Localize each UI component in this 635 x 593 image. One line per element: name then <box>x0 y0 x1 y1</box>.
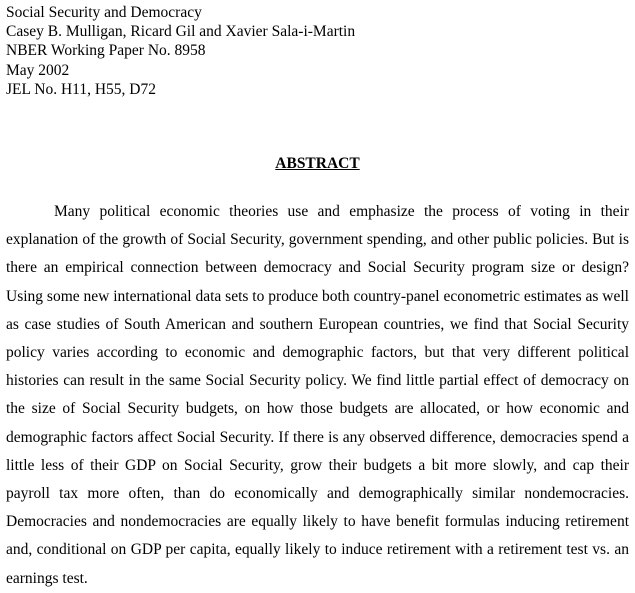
paper-jel-codes: JEL No. H11, H55, D72 <box>6 80 156 98</box>
paper-authors: Casey B. Mulligan, Ricard Gil and Xavier Sala-i-Martin <box>6 23 356 41</box>
abstract-body: Many political economic theories use and emphasize the process of voting in their explanation of the growth of Social Security, government spending, and other public policies. But is there an empirical connection between democracy and Social Security program size or design? Using some new international data sets to produce both country-panel econometric estimates as well as case studies of South American and southern European countries, we find that Social Security policy varies according to economic and demographic factors, but that very different political histories can result in the same Social Security policy. We find little partial effect of democracy on the size of Social Security budgets, on how those budgets are allocated, or how economic and demographic factors affect Social Security. If there is any observed difference, democracies spend a little less of their GDP on Social Security, grow their budgets a bit more slowly, and cap their payroll tax more often, than do economically and demographically similar nondemocracies. Democracies and nondemocracies are equally likely to have benefit formulas inducing retirement and, conditional on GDP per capita, equally likely to induce retirement with a retirement test vs. an earnings test. <box>6 203 629 587</box>
abstract-heading: ABSTRACT <box>275 155 360 172</box>
paper-title: Social Security and Democracy <box>6 4 202 21</box>
paper-header <box>6 3 355 99</box>
paper-date: May 2002 <box>6 61 70 79</box>
paper-series: NBER Working Paper No. 8958 <box>6 42 206 60</box>
